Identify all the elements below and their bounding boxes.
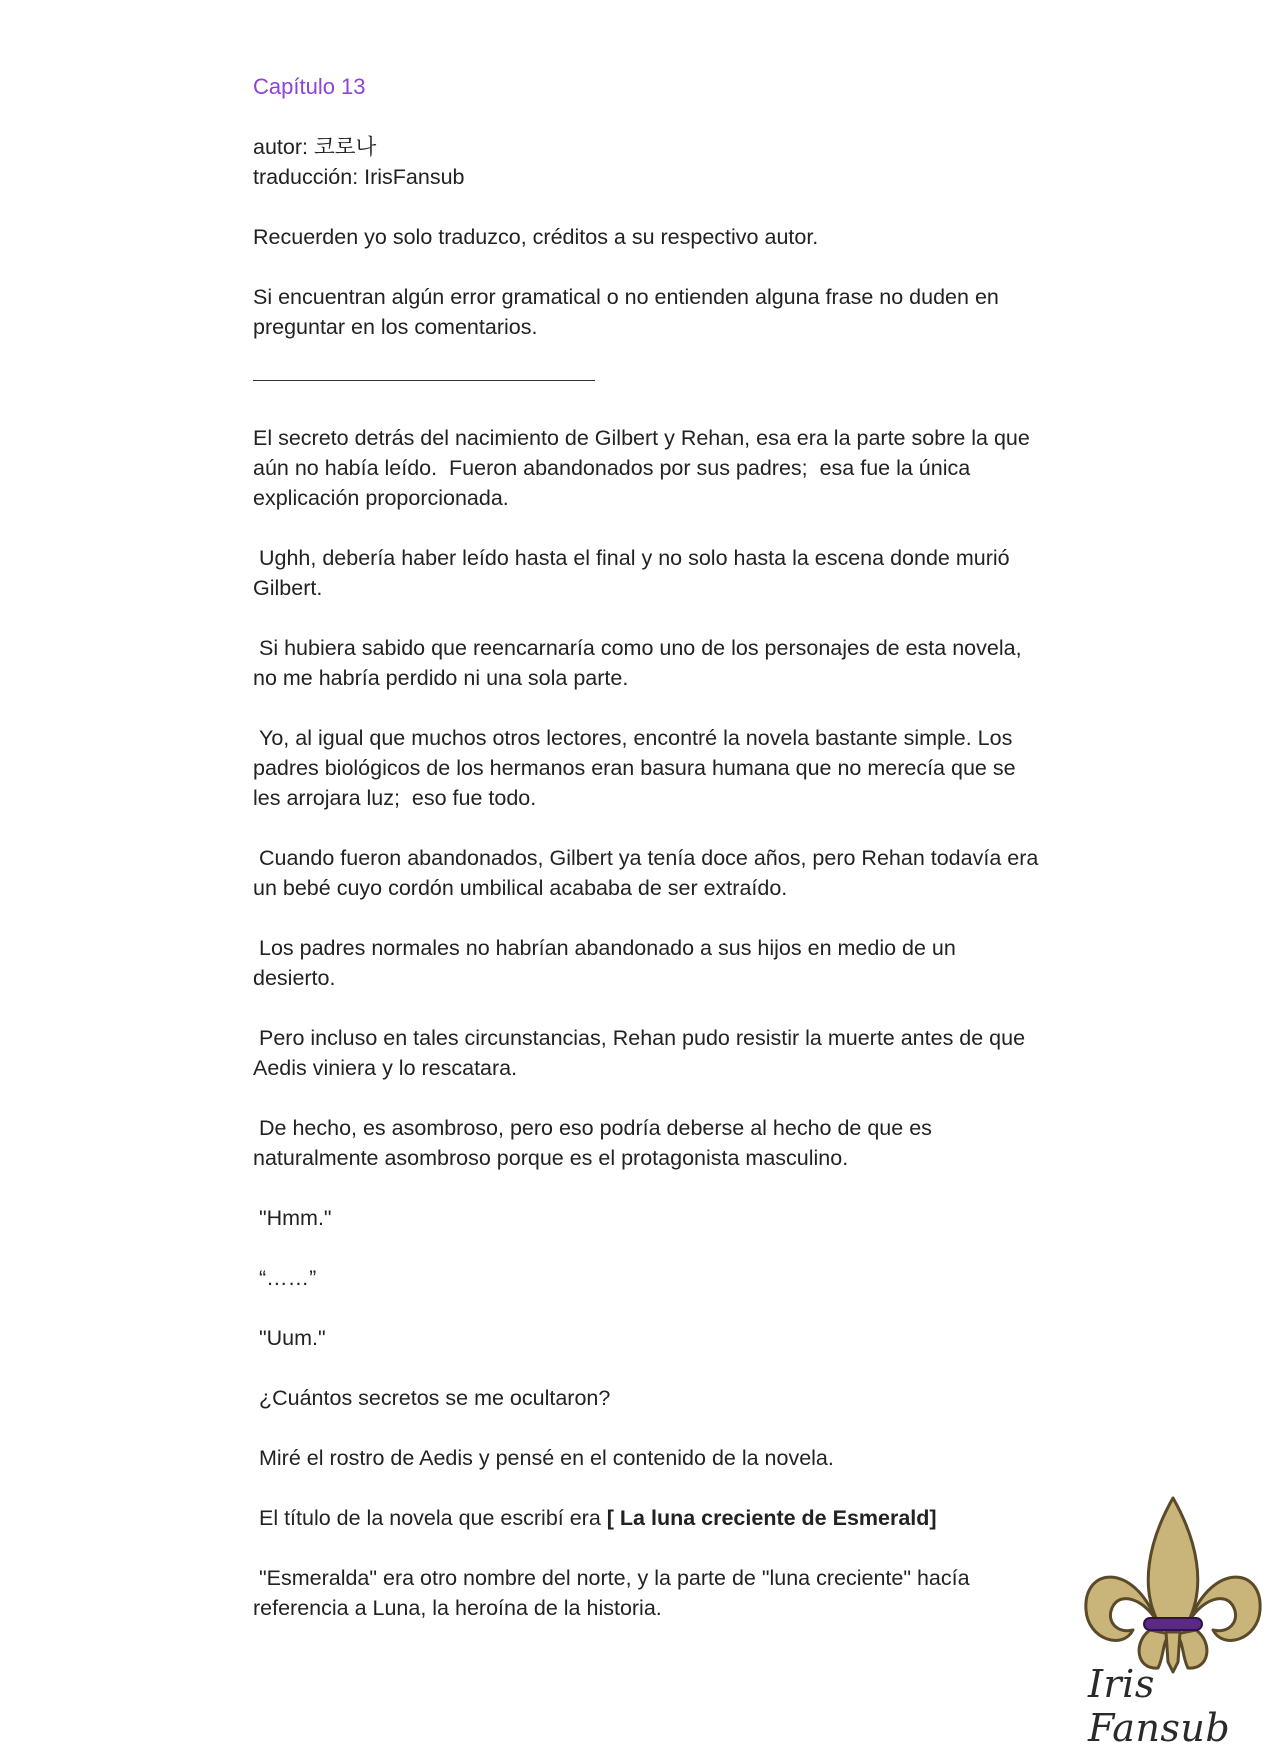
dialogue-line: "Uum." — [253, 1326, 326, 1350]
chapter-title: Capítulo 13 — [253, 74, 366, 99]
paragraph: Pero incluso en tales circunstancias, Rehan pudo resistir la muerte antes de que Aedis viniera y lo rescatara. — [253, 1026, 1030, 1080]
paragraph: "Esmeralda" era otro nombre del norte, y la parte de "luna creciente" hacía referencia a Luna, la heroína de la historia. — [253, 1566, 976, 1620]
novel-title-prefix: El título de la novela que escribí era — [253, 1506, 607, 1530]
novel-title-paragraph — [253, 1503, 1043, 1533]
author-line: autor: 코로나 — [253, 135, 377, 159]
dialogue-line: “……” — [253, 1266, 317, 1290]
paragraph: Ughh, debería haber leído hasta el final y no solo hasta la escena donde murió Gilbert. — [253, 546, 1016, 600]
separator-line — [253, 380, 595, 381]
paragraph: Yo, al igual que muchos otros lectores, encontré la novela bastante simple. Los padres biológicos de los hermanos eran basura humana que no merecía que se les arrojara luz; eso fue todo. — [253, 726, 1022, 810]
paragraph: Miré el rostro de Aedis y pensé en el contenido de la novela. — [253, 1446, 834, 1470]
comments-note: Si encuentran algún error gramatical o no entienden alguna frase no duden en preguntar en los comentarios. — [253, 285, 1005, 339]
document-page — [253, 72, 1043, 1653]
translation-line: traducción: IrisFansub — [253, 165, 465, 189]
paragraph: Cuando fueron abandonados, Gilbert ya tenía doce años, pero Rehan todavía era un bebé cuyo cordón umbilical acababa de ser extraído. — [253, 846, 1045, 900]
dialogue-line: "Hmm." — [253, 1206, 332, 1230]
paragraph: ¿Cuántos secretos se me ocultaron? — [253, 1386, 611, 1410]
paragraph: El secreto detrás del nacimiento de Gilbert y Rehan, esa era la parte sobre la que aún no había leído. Fueron abandonados por sus padres; esa fue la única explicación proporcionada. — [253, 426, 1036, 510]
paragraph: Los padres normales no habrían abandonado a sus hijos en medio de un desierto. — [253, 936, 962, 990]
novel-title: [ La luna creciente de Esmerald] — [606, 1506, 937, 1530]
watermark-text: Iris Fansub — [1088, 1662, 1231, 1750]
paragraph: De hecho, es asombroso, pero eso podría deberse al hecho de que es naturalmente asombroso porque es el protagonista masculino. — [253, 1116, 938, 1170]
paragraph: Si hubiera sabido que reencarnaría como uno de los personajes de esta novela, no me habría perdido ni una sola parte. — [253, 636, 1028, 690]
credits-note: Recuerden yo solo traduzco, créditos a su respectivo autor. — [253, 225, 819, 249]
